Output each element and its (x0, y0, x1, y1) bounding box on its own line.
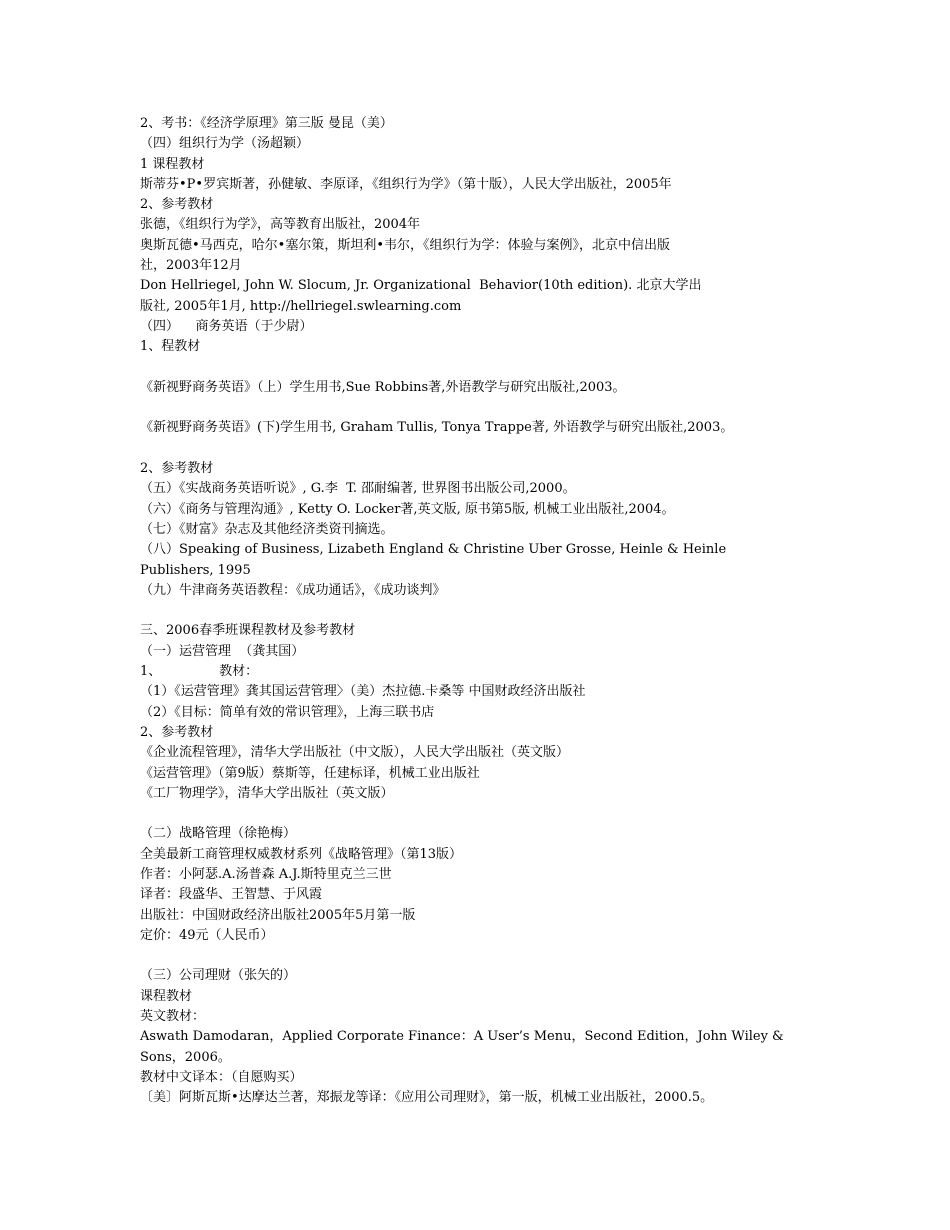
text-line: Sons，2006。 (140, 1049, 231, 1065)
text-line: （五）《实战商务英语听说》, G.李 T. 邵耐编著, 世界图书出版公司,2000。 (140, 481, 576, 497)
blank-line (140, 439, 820, 459)
text-line: 1、 教材： (140, 664, 259, 680)
text-line: Aswath Damodaran，Applied Corporate Finance：A User’s Menu，Second Edition，John Wiley & (140, 1029, 784, 1045)
text-line: 2、参考教材 (140, 461, 214, 477)
text-line: Don Hellriegel, John W. Slocum, Jr. Organizational Behavior(10th edition). 北京大学出 (140, 278, 702, 294)
text-line: 奥斯瓦德•马西克，哈尔•塞尔策，斯坦利•韦尔，《组织行为学：体验与案例》，北京中信出版 (140, 237, 671, 253)
text-line: 1 课程教材 (140, 156, 205, 172)
text-line: 2、考书：《经济学原理》第三版 曼昆（美） (140, 116, 393, 131)
text-line: （2）《目标：简单有效的常识管理》，上海三联书店 (140, 704, 435, 720)
text-line: 版社, 2005年1月, http://hellriegel.swlearning.com (140, 298, 462, 314)
text-line: 张德，《组织行为学》，高等教育出版社，2004年 (140, 217, 421, 233)
blank-line (140, 358, 820, 378)
text-line: 1、程教材 (140, 339, 201, 355)
text-line: 出版社：中国财政经济出版社2005年5月第一版 (140, 907, 416, 923)
blank-line (140, 804, 820, 824)
blank-line (140, 398, 820, 418)
text-line: 英文教材： (140, 1009, 206, 1025)
text-line: 教材中文译本：（自愿购买） (140, 1069, 303, 1085)
text-line: 〔美〕阿斯瓦斯•达摩达兰著，郑振龙等译：《应用公司理财》，第一版，机械工业出版社，2000.5。 (140, 1090, 714, 1106)
section-heading: （三）公司理财（张矢的） (140, 968, 297, 984)
section-heading: （四） 商务英语（于少尉） (140, 318, 313, 334)
text-line: 作者：小阿瑟.A.汤普森 A.J.斯特里克兰三世 (140, 866, 392, 882)
section-heading: 三、2006春季班课程教材及参考教材 (140, 623, 356, 639)
text-line: 社，2003年12月 (140, 258, 242, 274)
text-line: （六）《商务与管理沟通》, Ketty O. Locker著,英文版, 原书第5版, 机械工业出版社,2004。 (140, 501, 675, 517)
section-heading: （四）组织行为学（汤超颖） (140, 136, 310, 152)
text-line: 《新视野商务英语》(下)学生用书, Graham Tullis, Tonya Trappe著, 外语教学与研究出版社,2003。 (140, 420, 734, 436)
section-heading: （二）战略管理（徐艳梅） (140, 826, 297, 842)
blank-line (140, 946, 820, 966)
text-line: 《新视野商务英语》（上）学生用书,Sue Robbins著,外语教学与研究出版社,2003。 (140, 379, 626, 395)
text-line: （八）Speaking of Business, Lizabeth England & Christine Uber Grosse, Heinle & Heinle (140, 542, 727, 558)
text-line: 《工厂物理学》，清华大学出版社（英文版） (140, 785, 394, 801)
document-page (140, 114, 820, 1109)
section-heading: （一）运营管理 （龚其国） (140, 643, 305, 659)
text-line: 2、参考教材 (140, 724, 214, 740)
text-line: 《运营管理》（第9版）蔡斯等，任建标译，机械工业出版社 (140, 765, 480, 781)
text-line: （七）《财富》杂志及其他经济类资刊摘选。 (140, 521, 394, 537)
text-line: Publishers, 1995 (140, 562, 251, 578)
text-line: （1）《运营管理》龚其国运营管理〉（美）杰拉德.卡桑等 中国财政经济出版社 (140, 684, 586, 700)
text-line: 斯蒂芬•P•罗宾斯著，孙健敏、李原译，《组织行为学》（第十版），人民大学出版社，2005年 (140, 176, 672, 192)
text-line: 《企业流程管理》，清华大学出版社（中文版），人民大学出版社（英文版） (140, 745, 570, 761)
text-line: （九）牛津商务英语教程：《成功通话》，《成功谈判》 (140, 582, 446, 598)
text-line: 2、参考教材 (140, 197, 214, 213)
text-line: 全美最新工商管理权威教材系列《战略管理》（第13版） (140, 846, 463, 862)
text-line: 定价：49元（人民币） (140, 927, 274, 943)
text-line: 课程教材 (140, 988, 193, 1004)
text-line: 译者：段盛华、王智慧、于风霞 (140, 887, 323, 903)
blank-line (140, 601, 820, 621)
